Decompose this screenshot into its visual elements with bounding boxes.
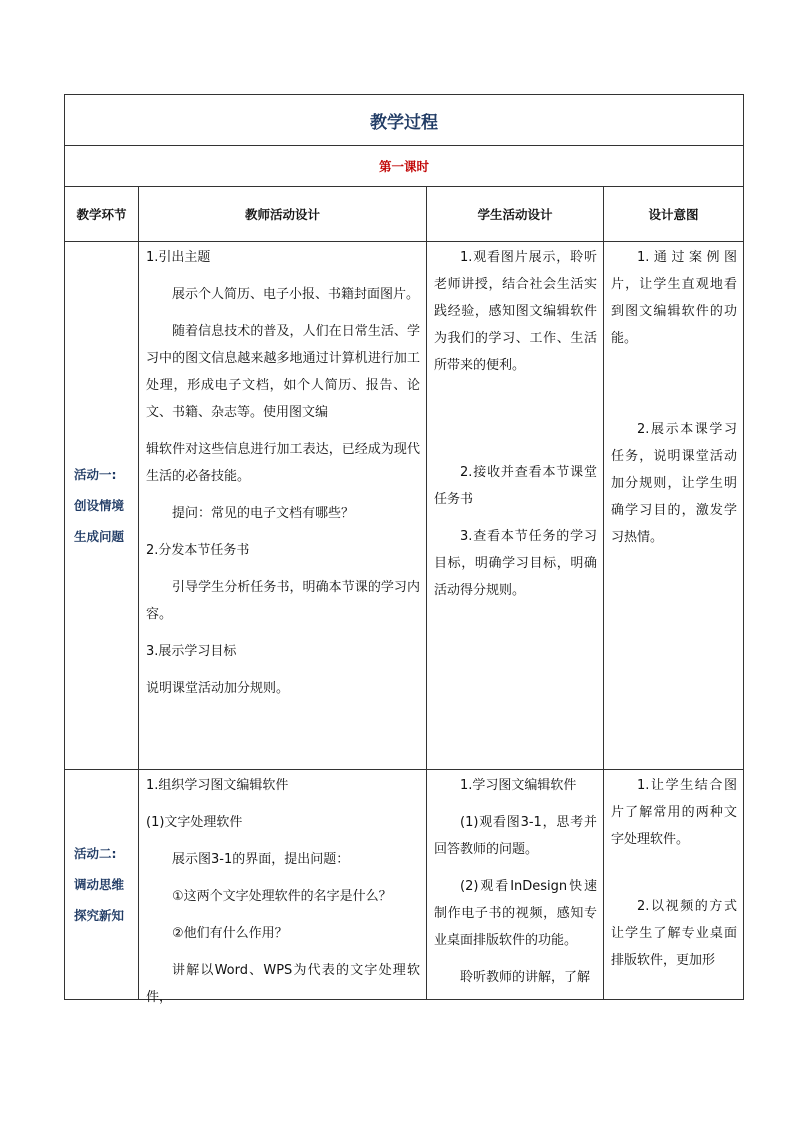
activity-2-label-line: 调动思维 (74, 877, 125, 892)
intent-paragraph: 1.通过案例图片，让学生直观地看到图文编辑软件的功能。 (611, 250, 737, 346)
activity-1-label (65, 242, 139, 770)
teacher-paragraph: 随着信息技术的普及，人们在日常生活、学习中的图文信息越来越多地通过计算机进行加工处理，形成电子文档，如个人简历、报告、论文、书籍、杂志等。使用图文编 (146, 324, 420, 420)
teacher-paragraph: 说明课堂活动加分规则。 (146, 681, 290, 696)
activity-2-label-line: 活动二: (74, 846, 117, 861)
teacher-question: 提问：常见的电子文档有哪些？ (172, 506, 355, 521)
teacher-step-heading: 3.展示学习目标 (146, 644, 237, 659)
teacher-question: ①这两个文字处理软件的名字是什么？ (172, 889, 392, 904)
intent-paragraph: 2.以视频的方式让学生了解专业桌面排版软件，更加形 (611, 899, 737, 968)
header-teacher-activity: 教师活动设计 (139, 187, 427, 242)
activity-2-student-cell (427, 770, 604, 1000)
teacher-question: ②他们有什么作用？ (172, 926, 288, 941)
activity-1-label-line: 活动一: (74, 467, 117, 482)
student-paragraph: 聆听教师的讲解，了解 (460, 970, 591, 985)
activity-2-teacher-cell (139, 770, 427, 1005)
header-design-intent: 设计意图 (604, 187, 744, 242)
activity-1-label-line: 生成问题 (74, 529, 125, 544)
teacher-step-heading: 2.分发本节任务书 (146, 543, 250, 558)
activity-row-1 (65, 242, 744, 770)
header-student-activity: 学生活动设计 (427, 187, 604, 242)
teacher-step-heading: 1.引出主题 (146, 250, 211, 265)
teacher-paragraph: 引导学生分析任务书，明确本节课的学习内容。 (146, 580, 420, 622)
activity-2-label (65, 770, 139, 1000)
activity-row-2 (65, 770, 744, 1000)
table-title: 教学过程 (65, 95, 744, 146)
lesson-table (64, 94, 744, 1005)
activity-1-label-line: 创设情境 (74, 498, 125, 513)
period-label: 第一课时 (65, 146, 744, 187)
activity-2-label-line: 探究新知 (74, 908, 125, 923)
header-stage: 教学环节 (65, 187, 139, 242)
activity-2-intent-cell (604, 770, 744, 1000)
student-paragraph: 3.查看本节任务的学习目标，明确学习目标，明确活动得分规则。 (434, 529, 597, 598)
intent-paragraph: 2.展示本课学习任务，说明课堂活动加分规则，让学生明确学习目的，激发学习热情。 (611, 422, 737, 545)
student-paragraph: 1.观看图片展示，聆听老师讲授，结合社会生活实践经验，感知图文编辑软件为我们的学习、工作、生活所带来的便利。 (434, 250, 597, 373)
activity-1-student-cell (427, 242, 604, 770)
student-paragraph: (1)观看图3-1，思考并回答教师的问题。 (434, 815, 597, 857)
teacher-step-heading: 1.组织学习图文编辑软件 (146, 778, 289, 793)
teacher-paragraph: 辑软件对这些信息进行加工表达，已经成为现代生活的必备技能。 (146, 442, 420, 484)
student-paragraph: 2.接收并查看本节课堂任务书 (434, 465, 597, 507)
teacher-paragraph: 展示图3-1的界面，提出问题： (172, 852, 350, 867)
activity-1-intent-cell (604, 242, 744, 770)
teacher-paragraph: 展示个人简历、电子小报、书籍封面图片。 (172, 287, 420, 302)
activity-1-teacher-cell (139, 242, 427, 770)
student-paragraph: (2)观看InDesign快速制作电子书的视频，感知专业桌面排版软件的功能。 (434, 879, 597, 948)
teacher-subheading: (1)文字处理软件 (146, 815, 243, 830)
teacher-paragraph: 讲解以Word、WPS为代表的文字处理软件， (146, 963, 420, 1005)
student-step-heading: 1.学习图文编辑软件 (460, 778, 577, 793)
intent-paragraph: 1.让学生结合图片了解常用的两种文字处理软件。 (611, 778, 737, 847)
